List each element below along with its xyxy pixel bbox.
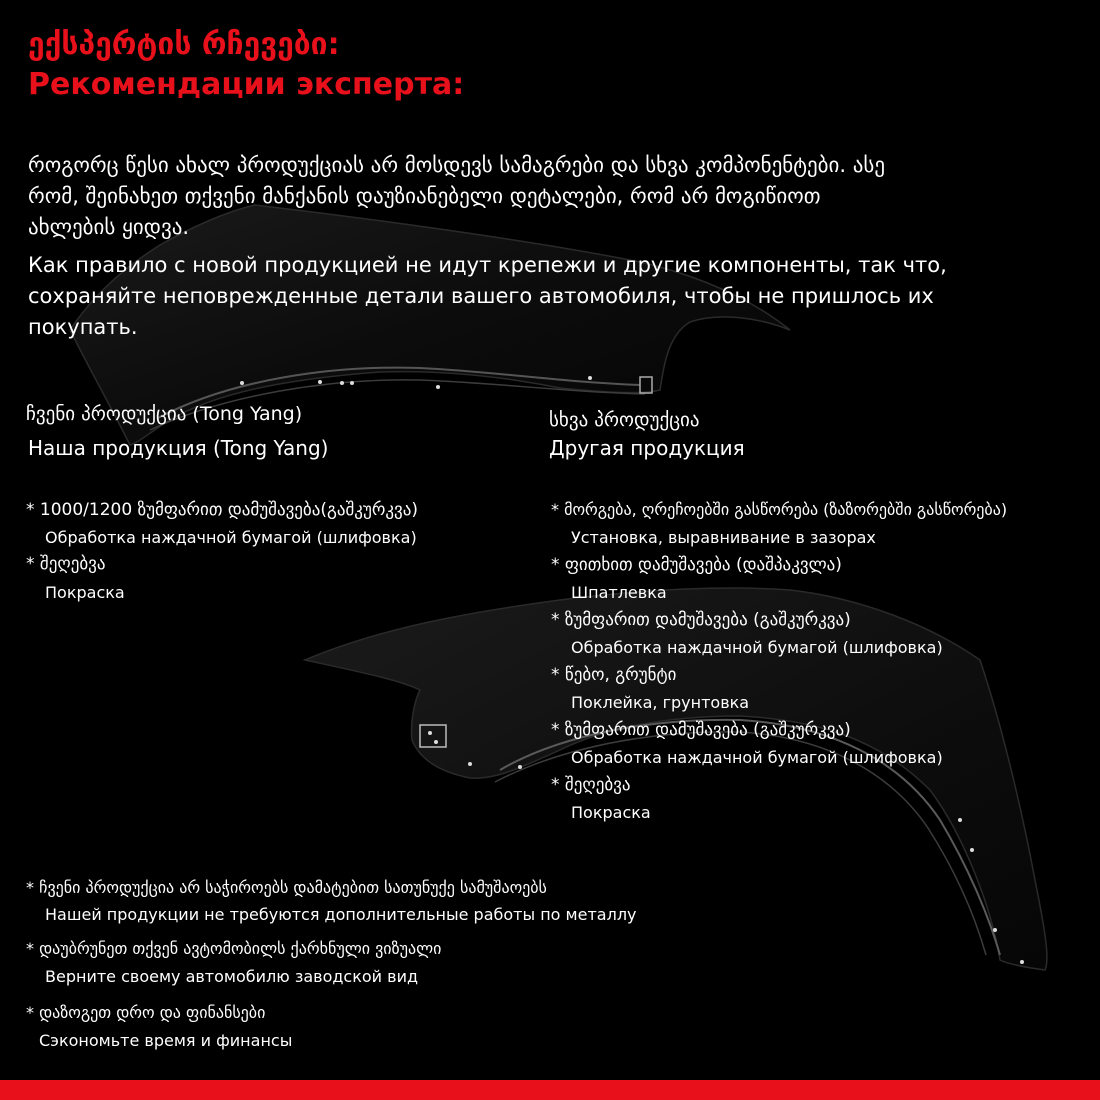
intro-georgian-line-2: რომ, შეინახეთ თქვენი მანქანის დაუზიანებელი დეტალები, რომ არ მოგიწიოთ — [28, 184, 821, 208]
other-item-5-georgian: * ზუმფარით დამუშავება (გაშკურკვა) — [551, 720, 851, 740]
title-russian: Рекомендации эксперта: — [28, 67, 465, 102]
ours-heading-russian: Наша продукция (Tong Yang) — [28, 436, 329, 460]
intro-russian-line-1: Как правило с новой продукцией не идут крепежи и другие компоненты, так что, — [28, 253, 947, 277]
other-item-6-georgian: * შეღებვა — [551, 775, 631, 795]
other-item-5-russian: Обработка наждачной бумагой (шлифовка) — [571, 748, 943, 767]
other-item-4-russian: Поклейка, грунтовка — [571, 693, 750, 712]
intro-russian-line-2: сохраняйте неповрежденные детали вашего автомобиля, чтобы не пришлось их — [28, 284, 934, 308]
title-georgian: ექსპერტის რჩევები: — [28, 27, 340, 62]
ours-item-2-georgian: * შეღებვა — [26, 554, 106, 574]
benefit-1-russian: Нашей продукции не требуются дополнительные работы по металлу — [45, 905, 637, 924]
benefit-3-georgian: * დაზოგეთ დრო და ფინანსები — [26, 1003, 266, 1022]
other-item-1-georgian: * მორგება, ღრეჩოებში გასწორება (ზაზორებში გასწორება) — [551, 500, 1008, 519]
bottom-accent-bar — [0, 1080, 1100, 1100]
other-item-2-georgian: * ფითხით დამუშავება (დაშპაკვლა) — [551, 555, 842, 575]
other-item-4-georgian: * წებო, გრუნტი — [551, 665, 677, 685]
other-item-1-russian: Установка, выравнивание в зазорах — [571, 528, 876, 547]
intro-russian-line-3: покупать. — [28, 315, 138, 339]
intro-georgian-line-1: როგორც წესი ახალ პროდუქციას არ მოსდევს სამაგრები და სხვა კომპონენტები. ასე — [28, 153, 886, 177]
benefit-2-russian: Верните своему автомобилю заводской вид — [45, 967, 419, 986]
other-item-2-russian: Шпатлевка — [571, 583, 667, 602]
benefit-3-russian: Сэкономьте время и финансы — [39, 1031, 293, 1050]
other-item-6-russian: Покраска — [571, 803, 651, 822]
benefit-1-georgian: * ჩვენი პროდუქცია არ საჭიროებს დამატებით სათუნუქე სამუშაოებს — [26, 878, 547, 897]
other-heading-russian: Другая продукция — [549, 436, 745, 460]
ours-item-1-russian: Обработка наждачной бумагой (шлифовка) — [45, 528, 417, 547]
other-item-3-georgian: * ზუმფარით დამუშავება (გაშკურკვა) — [551, 610, 851, 630]
ours-heading-georgian: ჩვენი პროდუქცია (Tong Yang) — [26, 403, 303, 425]
ours-item-2-russian: Покраска — [45, 583, 125, 602]
ours-item-1-georgian: * 1000/1200 ზუმფარით დამუშავება(გაშკურკვა) — [26, 500, 419, 520]
other-item-3-russian: Обработка наждачной бумагой (шлифовка) — [571, 638, 943, 657]
benefit-2-georgian: * დაუბრუნეთ თქვენ ავტომობილს ქარხნული ვიზუალი — [26, 939, 442, 958]
other-heading-georgian: სხვა პროდუქცია — [549, 409, 700, 431]
intro-georgian-line-3: ახლების ყიდვა. — [28, 215, 190, 239]
